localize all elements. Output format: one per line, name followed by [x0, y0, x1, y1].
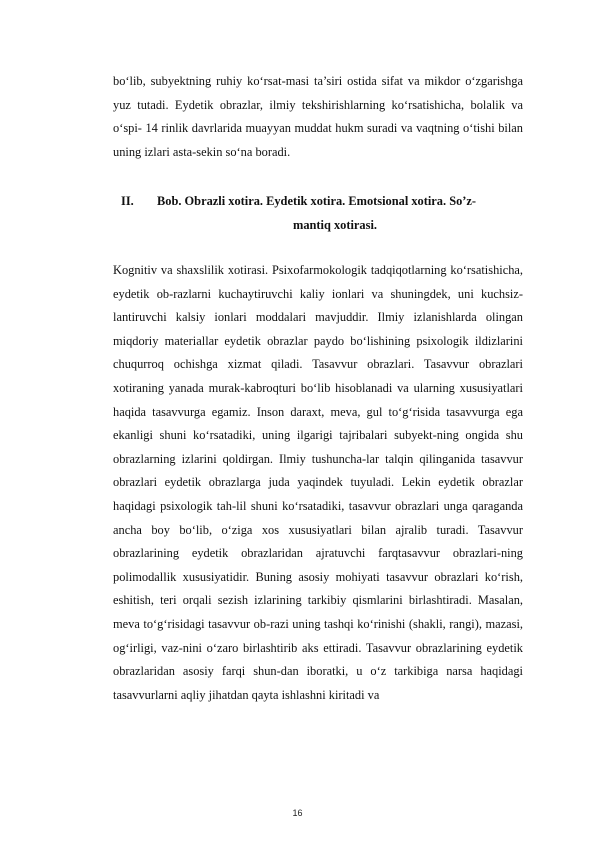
section-heading-line1-row	[113, 189, 523, 213]
main-paragraph: Kognitiv va shaxslilik xotirasi. Psixofarmokologik tadqiqotlarning ko‘rsatishicha, eydetik ob-razlarni kuchaytiruvchi kaliy ionlari va shuningdek, uni kuchsiz-lantiruvchi kalsiy ionlari moddalari mavjuddir. Ilmiy izlanishlarda olingan miqdoriy materiallar eydetik obrazlar paydo bo‘lishining psixologik ildizlarini chuqurroq ochishga xizmat qiladi. Tasavvur obrazlari. Tasavvur obrazlari xotiraning yanada murak-kabroqturi bo‘lib hisoblanadi va ularning xususiyatlari haqida tasavvurga egamiz. Inson daraxt, meva, gul to‘g‘risida tasavvurga ega ekanligi shuni ko‘rsatadiki, uning ilgarigi tajribalari subyekt-ning ongida shu obrazlarning izlarini qoldirgan. Ilmiy tushuncha-lar talqin qilinganida tasavvur obrazlari eydetik obrazlarga juda yaqindek tuyuladi. Lekin eydetik obrazlar haqidagi psixologik tah-lil shuni ko‘rsatadiki, tasavvur obrazlari unga qaraganda ancha boy bo‘lib, o‘ziga xos xususiyatlari bilan ajralib turadi. Tasavvur obrazlarining eydetik obrazlaridan ajratuvchi farqtasavvur obrazlari-ning polimodallik xususiyatidir. Buning asosiy mohiyati tasavvur obrazlari ko‘rish, eshitish, teri orqali sezish izlarining tarkibiy qismlarini birlashtiradi. Masalan, meva to‘g‘risidagi tasavvur ob-razi uning tashqi ko‘rinishi (shakli, rangi), mazasi, og‘irligi, vaz-nini o‘zaro birlashtirib aks ettiradi. Tasavvur obrazlarining eydetik obrazlaridan asosiy farqi shun-dan iboratki, u o‘z tarkibiga narsa haqidagi tasavvurlarni aqliy jihatdan qayta ishlashni kiritadi va	[113, 263, 523, 702]
section-title-line2: mantiq xotirasi.	[293, 218, 377, 232]
page-number: 16	[292, 808, 303, 818]
section-number: II.	[121, 194, 134, 208]
intro-paragraph: bo‘lib, subyektning ruhiy ko‘rsat-masi ta’siri ostida sifat va mikdor o‘zgarishga yuz tutadi. Eydetik obrazlar, ilmiy tekshirishlarning ko‘rsatishicha, bolalik va o‘spi- 14 rinlik davrlarida muayyan muddat hukm suradi va vaqtning o‘tishi bilan uning izlari asta-sekin so‘na boradi.	[113, 74, 523, 159]
section-title-line1: Bob. Obrazli xotira. Eydetik xotira. Emotsional xotira. So’z-	[157, 194, 477, 208]
section-heading	[113, 189, 523, 237]
